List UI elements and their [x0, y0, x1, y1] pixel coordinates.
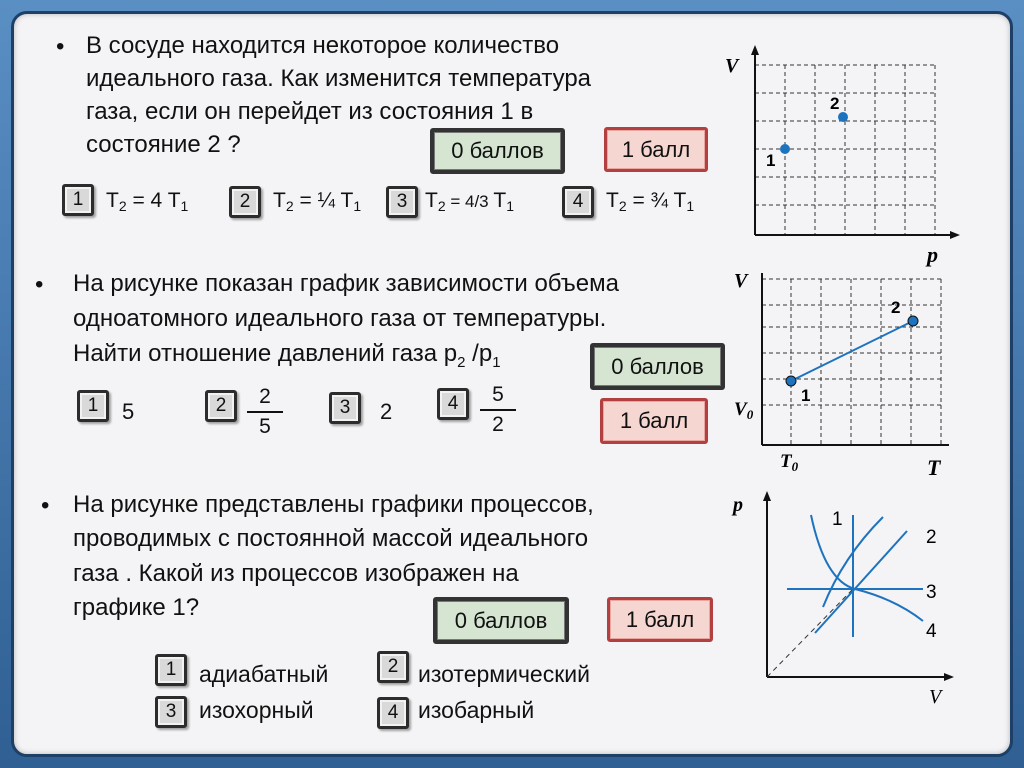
question-1-line: В сосуде находится некоторое количество	[86, 32, 560, 59]
y-axis-label: V	[734, 270, 748, 292]
question-2-line: Найти отношение давлений газа $p_2$ $/p_1$	[73, 340, 501, 371]
fraction-numerator: 2	[259, 385, 271, 408]
q1-score-zero-button[interactable]: 0 баллов	[430, 128, 565, 174]
process-line	[791, 321, 913, 381]
question-1-line: состояние 2 ?	[86, 131, 241, 158]
state-point-2	[838, 112, 848, 122]
q3-option-4-button[interactable]: 4	[377, 697, 409, 729]
bullet: •	[56, 33, 65, 60]
q1-option-3-button[interactable]: 3	[386, 186, 418, 218]
question-1-line: идеального газа. Как изменится температура	[86, 65, 592, 92]
q3-option-2-label: изотермический	[418, 661, 590, 687]
question-1-line: газа, если он перейдет из состояния 1 в	[86, 98, 534, 125]
question-3-line: газа . Какой из процессов изображен на	[73, 560, 519, 587]
curve-label-4: 4	[926, 621, 937, 642]
q3-score-zero-button[interactable]: 0 баллов	[433, 597, 569, 644]
q1-option-4-answer: $T_2$ = ¾ $T_1$	[606, 189, 695, 214]
y-axis-label: V	[725, 55, 739, 77]
question-3-line: проводимых с постоянной массой идеального	[73, 525, 589, 552]
q2-option-2-fraction	[247, 385, 283, 439]
curve-label-1: 1	[832, 509, 843, 530]
fraction-bar	[480, 409, 516, 411]
q1-option-2-answer: $T_2$ = ¼ $T_1$	[273, 189, 362, 214]
q2-option-3-button[interactable]: 3	[329, 392, 361, 424]
curve-label-2: 2	[926, 527, 937, 548]
state-label-1: 1	[801, 386, 811, 405]
fraction-numerator: 5	[492, 383, 504, 406]
q2-score-zero-button[interactable]: 0 баллов	[590, 343, 725, 390]
q1-option-2-button[interactable]: 2	[229, 186, 261, 218]
grid	[762, 279, 941, 445]
state-point-1	[780, 144, 790, 154]
question-2-line: На рисунке показан график зависимости объема	[73, 270, 619, 297]
q2-option-2-button[interactable]: 2	[205, 390, 237, 422]
v0-label: $V_0$	[734, 399, 754, 422]
x-axis-label: V	[929, 686, 942, 708]
question-3-line: графике 1?	[73, 594, 200, 621]
question-3-line: На рисунке представлены графики процессов,	[73, 491, 594, 518]
t0-label: $T_0$	[780, 451, 799, 474]
bullet: •	[41, 492, 50, 519]
q2-option-4-button[interactable]: 4	[437, 388, 469, 420]
q3-option-1-label: адиабатный	[199, 661, 329, 687]
q3-option-1-button[interactable]: 1	[155, 654, 187, 686]
y-axis-label: p	[733, 494, 743, 516]
q3-option-4-label: изобарный	[418, 697, 535, 723]
fraction-bar	[247, 411, 283, 413]
state-label-1: 1	[766, 151, 776, 170]
q3-option-3-button[interactable]: 3	[155, 696, 187, 728]
state-label-2: 2	[830, 94, 840, 113]
fraction-denominator: 5	[259, 414, 271, 438]
x-axis-arrow	[944, 673, 954, 681]
dashed-extension	[767, 589, 853, 677]
q3-option-2-button[interactable]: 2	[377, 651, 409, 683]
q2-score-one-button[interactable]: 1 балл	[600, 398, 708, 444]
q1-option-1-button[interactable]: 1	[62, 184, 94, 216]
q1-option-4-button[interactable]: 4	[562, 186, 594, 218]
x-axis-label: T	[927, 455, 941, 480]
q1-option-3-answer: $T_2 = 4/3$ $T_1$	[425, 189, 514, 214]
q3-option-3-label: изохорный	[199, 697, 314, 723]
line-diagonal	[815, 531, 907, 633]
question-2-line: одноатомного идеального газа от температуры.	[73, 305, 607, 332]
y-axis-arrow	[751, 45, 759, 55]
curve-label-3: 3	[926, 582, 937, 603]
q3-graph	[725, 485, 965, 720]
q2-option-4-fraction	[480, 383, 516, 437]
bullet: •	[35, 271, 44, 298]
state-label-2: 2	[891, 298, 901, 317]
q3-score-one-button[interactable]: 1 балл	[607, 597, 713, 642]
q2-option-3-answer: 2	[380, 399, 393, 424]
x-axis-arrow	[950, 231, 960, 239]
q2-option-1-button[interactable]: 1	[77, 390, 109, 422]
state-point-1	[786, 376, 796, 386]
q2-graph	[725, 265, 965, 480]
q1-graph	[715, 40, 975, 270]
q1-score-one-button[interactable]: 1 балл	[604, 127, 708, 172]
state-point-2	[908, 316, 918, 326]
fraction-denominator: 2	[492, 412, 504, 436]
q1-option-1-answer: $T_2 = 4$ $T_1$	[106, 189, 189, 214]
q2-option-1-answer: 5	[122, 399, 135, 424]
x-axis-label: p	[927, 242, 938, 267]
y-axis-arrow	[763, 491, 771, 501]
